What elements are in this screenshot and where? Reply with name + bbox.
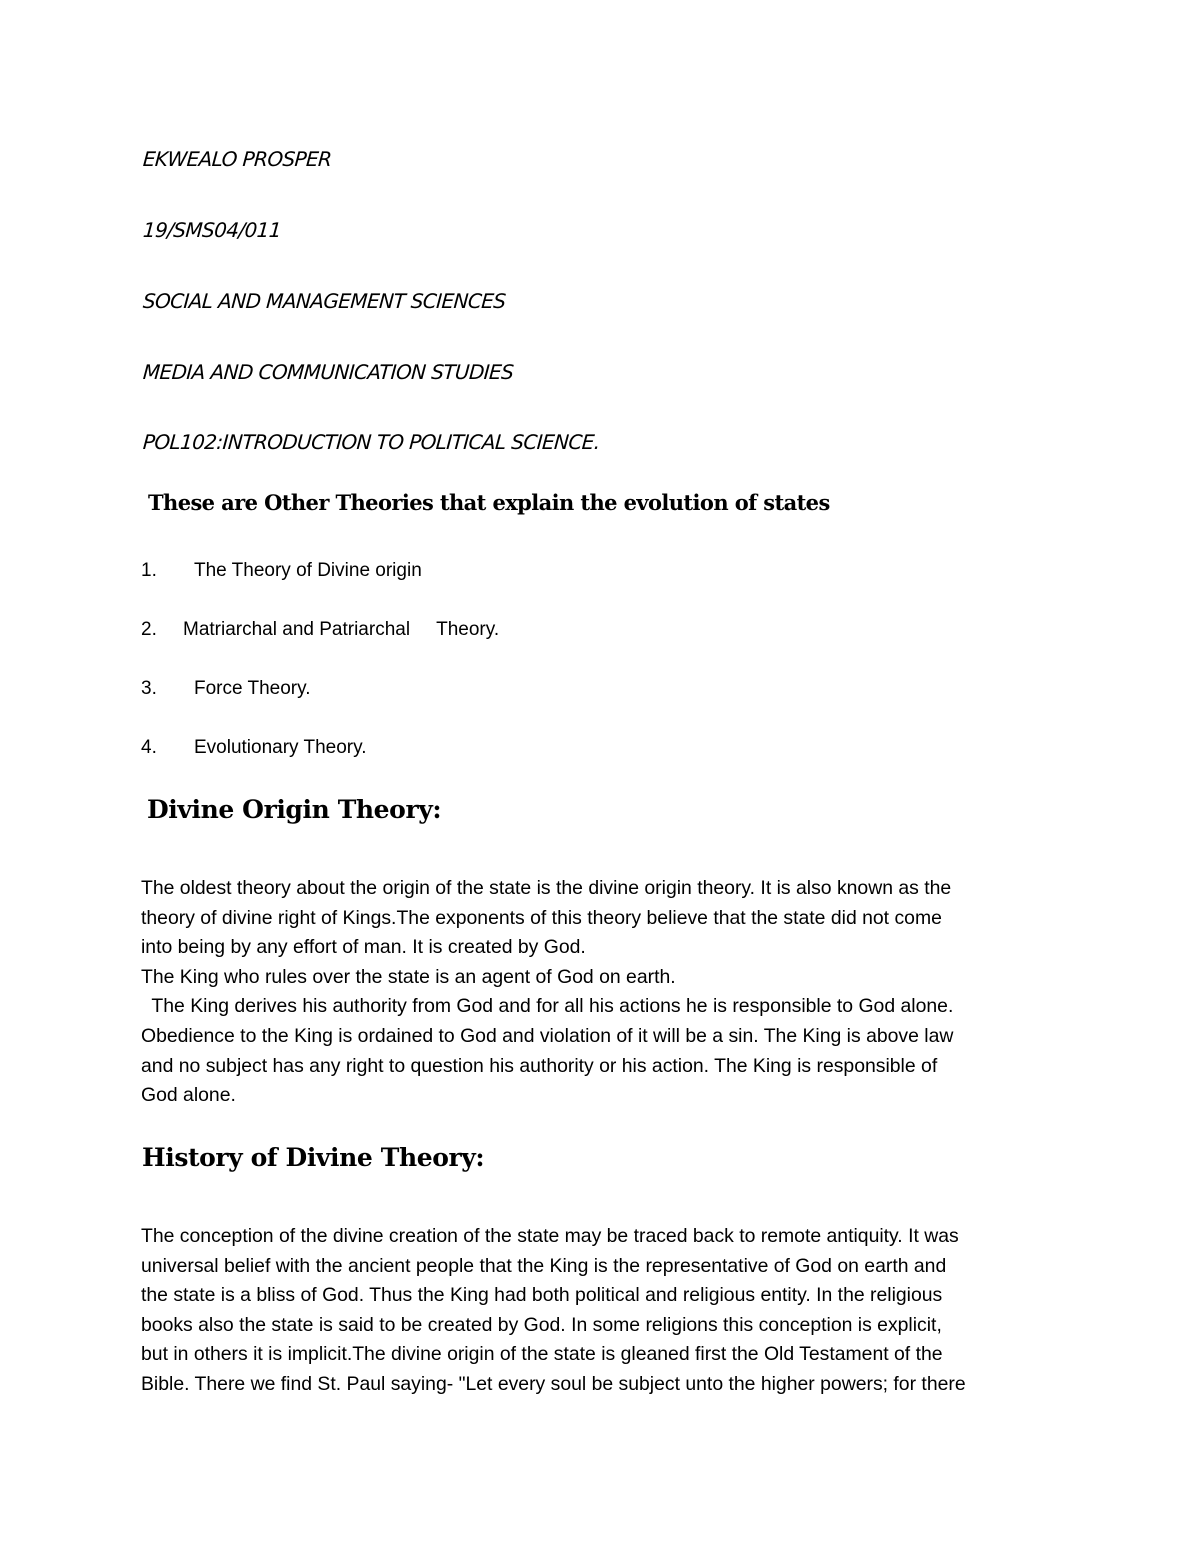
paragraph-line: universal belief with the ancient people that the King is the representative of God on earth and (141, 1254, 947, 1277)
list-item-number: 2. (141, 619, 157, 640)
history-heading: History of Divine Theory: (142, 1143, 485, 1172)
matric-number: 19/SMS04/011 (142, 218, 282, 242)
paragraph-line: theory of divine right of Kings.The exponents of this theory believe that the state did not come (141, 906, 942, 929)
paragraph-line: books also the state is said to be created by God. In some religions this conception is explicit, (141, 1313, 942, 1336)
paragraph-line: and no subject has any right to question his authority or his action. The King is responsible of (141, 1054, 938, 1077)
paragraph-line: The conception of the divine creation of the state may be traced back to remote antiquity. It was (141, 1225, 959, 1247)
theories-intro-heading: These are Other Theories that explain the evolution of states (148, 490, 830, 515)
list-item-text: Evolutionary Theory. (194, 737, 367, 758)
course-title: POL102:INTRODUCTION TO POLITICAL SCIENCE. (142, 430, 601, 454)
paragraph-line: The oldest theory about the origin of the state is the divine origin theory. It is also known as the (141, 877, 952, 899)
paragraph-line: Obedience to the King is ordained to God and violation of it will be a sin. The King is above law (141, 1024, 954, 1047)
paragraph-line: Bible. There we find St. Paul saying- "Let every soul be subject unto the higher powers; for there (141, 1372, 966, 1395)
history-paragraph (141, 1222, 1101, 1400)
list-item-text: The Theory of Divine origin (194, 560, 422, 581)
list-item-number: 4. (141, 737, 157, 758)
faculty-name: SOCIAL AND MANAGEMENT SCIENCES (142, 289, 507, 313)
paragraph-line: into being by any effort of man. It is created by God. (141, 936, 586, 959)
list-item-number: 1. (141, 560, 157, 581)
paragraph-line: The King who rules over the state is an agent of God on earth. (141, 965, 676, 988)
paragraph-line: The King derives his authority from God and for all his actions he is responsible to God alone. (141, 995, 954, 1018)
student-name: EKWEALO PROSPER (142, 147, 333, 171)
list-item-number: 3. (141, 678, 157, 699)
list-item-text: Force Theory. (194, 678, 311, 699)
list-item-text: Matriarchal and Patriarchal Theory. (183, 619, 500, 640)
paragraph-line: the state is a bliss of God. Thus the King had both political and religious entity. In the religious (141, 1284, 943, 1307)
divine-origin-heading: Divine Origin Theory: (147, 795, 442, 824)
paragraph-line: but in others it is implicit.The divine origin of the state is gleaned first the Old Testament of the (141, 1343, 943, 1366)
paragraph-line: God alone. (141, 1084, 236, 1107)
department-name: MEDIA AND COMMUNICATION STUDIES (142, 360, 515, 384)
divine-origin-paragraph (141, 874, 1101, 1111)
